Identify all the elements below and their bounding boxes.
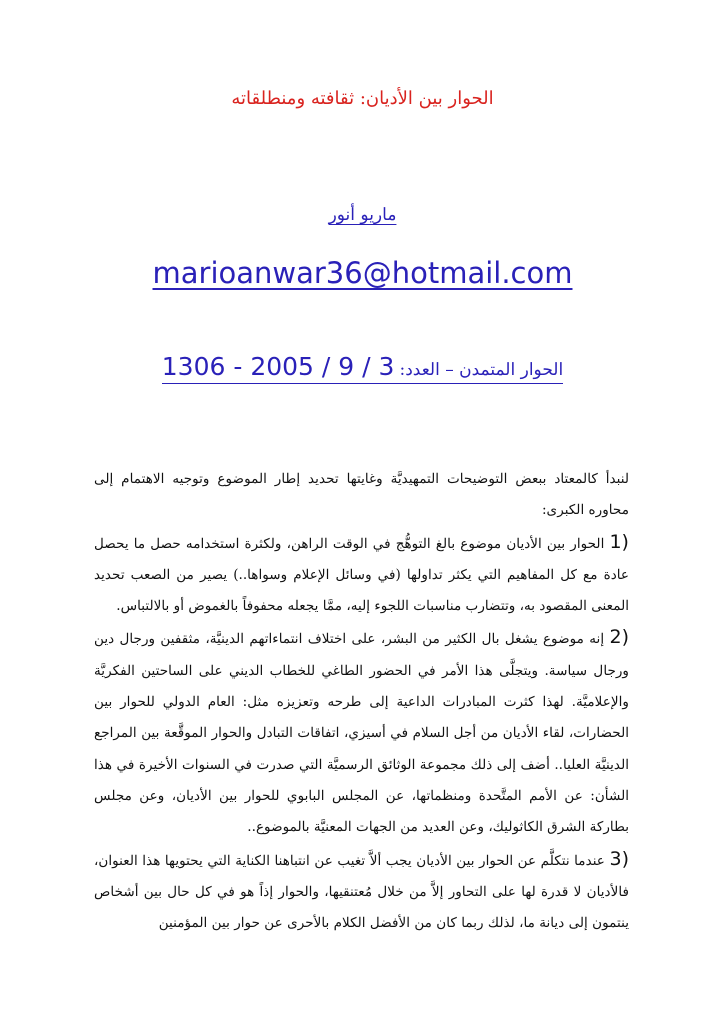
document-title: الحوار بين الأديان: ثقافته ومنطلقاته (231, 88, 494, 109)
paragraph-number: 3) (609, 847, 629, 870)
author-email-link[interactable]: marioanwar36@hotmail.com (152, 256, 573, 290)
paragraph-text: عندما نتكلَّم عن الحوار بين الأديان يجب ألاَّ تغيب عن انتباهنا الكناية التي يحتويها هذا العنوان، فالأديان لا قدرة لها على التحاور إلاَّ من خلال مُعتنقيها، والحوار إذاً هو في كل حال بين أشخاص ينتمون إلى ديانة ما، لذلك ربما كان من الأفضل الكلام بالأحرى عن حوار بين المؤمنين (94, 852, 629, 932)
source-line (0, 352, 725, 384)
paragraph-text: إنه موضوع يشغل بال الكثير من البشر، على اختلاف انتماءاتهم الدينيَّة، مثقفين ورجال دين ورجال سياسة. ويتجلَّى هذا الأمر في الحضور الطاغي للخطاب الديني على الساحتين الفكريَّة والإعلاميَّة. لهذا كثرت المبادرات الداعية إلى طرحه وتعزيزه مثل: العام الدولي للحوار بين الحضارات، لقاء الأديان من أجل السلام في أسيزي، اتفاقات التبادل والحوار الموقَّعة بين المراجع الدينيَّة العليا.. أضف إلى ذلك مجموعة الوثائق الرسميَّة التي صدرت في السنوات الأخيرة في هذا الشأن: عن الأمم المتَّحدة ومنظماتها، عن المجلس البابوي للحوار بين الأديان، وعن مجلس بطاركة الشرق الكاثوليك، وعن العديد من الجهات المعنيَّة بالموضوع.. (94, 631, 629, 836)
author-name[interactable]: ماريو أنور (328, 205, 397, 225)
paragraph-2 (94, 622, 629, 843)
paragraph-3 (94, 844, 629, 940)
paragraph-1 (94, 527, 629, 623)
paragraph-intro (94, 464, 629, 527)
paragraph-text: لنبدأ كالمعتاد ببعض التوضيحات التمهيديَّة وغايتها تحديد إطار الموضوع وتوجيه الاهتمام إلى محاوره الكبرى: (94, 471, 629, 519)
paragraph-number: 2) (609, 626, 629, 649)
author-line (0, 205, 725, 225)
article-body (94, 464, 629, 939)
issue-and-date: 1306 - 2005 / 9 / 3 (161, 352, 395, 381)
paragraph-text: الحوار بين الأديان موضوع بالغ التوهُّج في الوقت الراهن، ولكثرة استخدامه حصل ما يحصل عادة مع كل المفاهيم التي يكثر تداولها (في وسائل الإعلام وسواها..) يصير من الصعب تحديد المعنى المقصود به، وتتضارب مناسبات اللجوء إليه، ممَّا يجعله محفوفاً بالغموض أو بالالتباس. (94, 535, 629, 615)
source-reference[interactable] (162, 352, 563, 384)
source-label: الحوار المتمدن – العدد: (399, 360, 564, 380)
paragraph-number: 1) (609, 530, 629, 553)
